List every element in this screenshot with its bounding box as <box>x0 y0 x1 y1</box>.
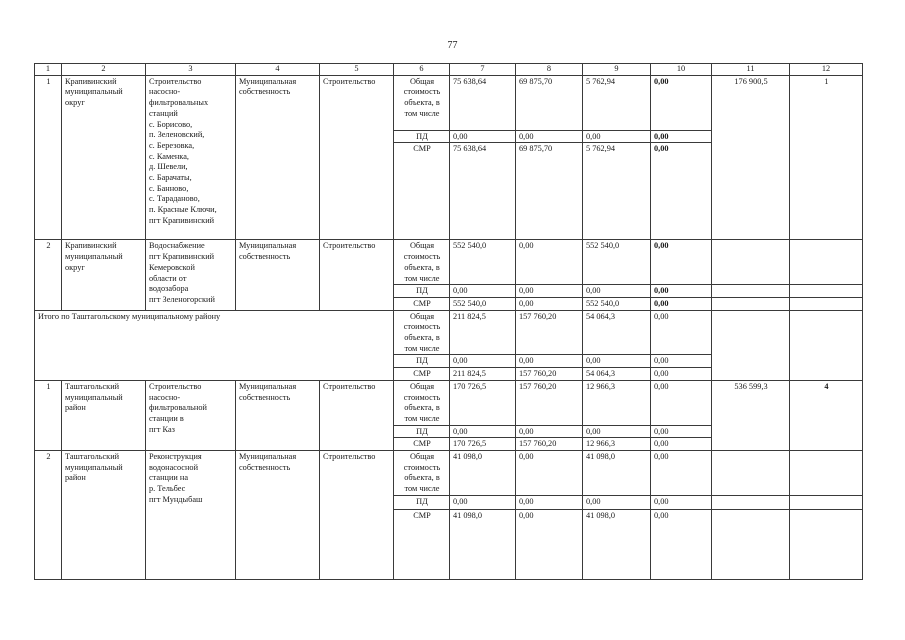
investment-table <box>34 63 863 580</box>
cost-label-cell <box>394 380 450 425</box>
empty-cell <box>712 509 790 579</box>
cost-label: Общая стоимость объекта, в том числе <box>403 311 441 353</box>
value-cell: 0,00 <box>583 130 651 143</box>
value-cell: 0,00 <box>516 425 583 438</box>
object-cell: Водоснабжение пгт Крапивинский Кемеровской области от водозабора пгт Зеленогорский <box>146 240 236 310</box>
value-cell: 0,00 <box>450 495 516 509</box>
value-cell: 12 966,3 <box>583 380 651 425</box>
smr-label: СМР <box>394 368 450 381</box>
value-cell: 0,00 <box>651 310 712 355</box>
value-cell: 0,00 <box>516 495 583 509</box>
value-cell: 0,00 <box>516 130 583 143</box>
empty-cell <box>790 509 863 579</box>
cost-label: Общая стоимость объекта, в том числе <box>403 76 441 118</box>
value-cell: 0,00 <box>651 240 712 285</box>
value-cell: 1 <box>790 75 863 240</box>
value-cell: 0,00 <box>651 451 712 496</box>
value-cell: 4 <box>790 380 863 450</box>
value-cell: 5 762,94 <box>583 75 651 130</box>
column-header: 4 <box>236 64 320 76</box>
value-cell: 0,00 <box>651 368 712 381</box>
cost-label-cell <box>394 75 450 130</box>
column-header: 7 <box>450 64 516 76</box>
value-cell: 552 540,0 <box>583 240 651 285</box>
empty-cell <box>712 495 790 509</box>
smr-label: СМР <box>394 297 450 310</box>
ownership-cell: Муниципальная собственность <box>236 240 320 310</box>
empty-cell <box>790 297 863 310</box>
value-cell: 552 540,0 <box>583 297 651 310</box>
value-cell: 0,00 <box>651 297 712 310</box>
empty-cell <box>712 310 790 380</box>
value-cell: 0,00 <box>583 285 651 298</box>
table-row-total <box>35 240 863 285</box>
value-cell: 0,00 <box>450 425 516 438</box>
pd-label: ПД <box>394 495 450 509</box>
value-cell: 0,00 <box>651 143 712 240</box>
empty-cell <box>790 240 863 285</box>
column-header: 3 <box>146 64 236 76</box>
district-cell: Крапивинский муниципальный округ <box>62 75 146 240</box>
empty-cell <box>712 297 790 310</box>
value-cell: 41 098,0 <box>450 509 516 579</box>
column-header: 5 <box>320 64 394 76</box>
value-cell: 0,00 <box>516 285 583 298</box>
value-cell: 0,00 <box>651 355 712 368</box>
ownership-cell: Муниципальная собственность <box>236 451 320 580</box>
empty-cell <box>712 240 790 285</box>
cost-label: Общая стоимость объекта, в том числе <box>403 452 441 494</box>
value-cell: 0,00 <box>450 130 516 143</box>
column-header: 1 <box>35 64 62 76</box>
district-cell: Крапивинский муниципальный округ <box>62 240 146 310</box>
smr-label: СМР <box>394 509 450 579</box>
value-cell: 41 098,0 <box>583 509 651 579</box>
pd-label: ПД <box>394 355 450 368</box>
value-cell: 0,00 <box>583 495 651 509</box>
value-cell: 157 760,20 <box>516 438 583 451</box>
column-header: 11 <box>712 64 790 76</box>
row-number: 1 <box>35 380 62 450</box>
value-cell: 157 760,20 <box>516 310 583 355</box>
district-cell: Таштагольский муниципальный район <box>62 451 146 580</box>
ownership-cell: Муниципальная собственность <box>236 380 320 450</box>
value-cell: 0,00 <box>450 285 516 298</box>
value-cell: 0,00 <box>516 509 583 579</box>
cost-label: Общая стоимость объекта, в том числе <box>403 241 441 283</box>
cost-label: Общая стоимость объекта, в том числе <box>403 381 441 423</box>
object-cell: Реконструкция водонасосной станции на р. Тельбес пгт Мундыбаш <box>146 451 236 580</box>
value-cell: 54 064,3 <box>583 368 651 381</box>
subtotal-label: Итого по Таштагольскому муниципальному району <box>35 310 394 380</box>
column-number-row <box>35 64 863 76</box>
value-cell: 5 762,94 <box>583 143 651 240</box>
pd-label: ПД <box>394 130 450 143</box>
empty-cell <box>712 451 790 496</box>
value-cell: 0,00 <box>651 285 712 298</box>
empty-cell <box>712 285 790 298</box>
value-cell: 0,00 <box>651 425 712 438</box>
object-cell: Строительство насосно- фильтровальных станций с. Борисово, п. Зеленовский, с. Березовка, с. Каменка, д. Шевели, с. Барачаты, с. Банново, с. Тараданово, п. Красные Ключи, пгт Крапивинский <box>146 75 236 240</box>
ownership-cell: Муниципальная собственность <box>236 75 320 240</box>
value-cell: 0,00 <box>651 130 712 143</box>
work-type-cell: Строительство <box>320 75 394 240</box>
value-cell: 176 900,5 <box>712 75 790 240</box>
value-cell: 170 726,5 <box>450 380 516 425</box>
cost-label-cell <box>394 240 450 285</box>
subtotal-row-total <box>35 310 863 355</box>
value-cell: 170 726,5 <box>450 438 516 451</box>
table-row-total <box>35 451 863 496</box>
cost-label-cell <box>394 451 450 496</box>
row-number: 2 <box>35 451 62 580</box>
value-cell: 69 875,70 <box>516 75 583 130</box>
district-cell: Таштагольский муниципальный район <box>62 380 146 450</box>
value-cell: 552 540,0 <box>450 240 516 285</box>
value-cell: 552 540,0 <box>450 297 516 310</box>
value-cell: 0,00 <box>583 425 651 438</box>
column-header: 6 <box>394 64 450 76</box>
row-number: 1 <box>35 75 62 240</box>
smr-label: СМР <box>394 143 450 240</box>
value-cell: 69 875,70 <box>516 143 583 240</box>
pd-label: ПД <box>394 425 450 438</box>
value-cell: 41 098,0 <box>583 451 651 496</box>
row-number: 2 <box>35 240 62 310</box>
smr-label: СМР <box>394 438 450 451</box>
value-cell: 0,00 <box>516 355 583 368</box>
value-cell: 0,00 <box>450 355 516 368</box>
value-cell: 41 098,0 <box>450 451 516 496</box>
table-row-total <box>35 75 863 130</box>
value-cell: 12 966,3 <box>583 438 651 451</box>
value-cell: 75 638,64 <box>450 143 516 240</box>
empty-cell <box>790 495 863 509</box>
empty-cell <box>790 310 863 380</box>
value-cell: 0,00 <box>651 75 712 130</box>
empty-cell <box>790 451 863 496</box>
value-cell: 0,00 <box>516 297 583 310</box>
column-header: 2 <box>62 64 146 76</box>
value-cell: 536 599,3 <box>712 380 790 450</box>
object-cell: Строительство насосно- фильтровальной станции в пгт Каз <box>146 380 236 450</box>
pd-label: ПД <box>394 285 450 298</box>
value-cell: 0,00 <box>651 438 712 451</box>
value-cell: 211 824,5 <box>450 310 516 355</box>
value-cell: 211 824,5 <box>450 368 516 381</box>
value-cell: 54 064,3 <box>583 310 651 355</box>
value-cell: 0,00 <box>516 451 583 496</box>
column-header: 9 <box>583 64 651 76</box>
value-cell: 0,00 <box>651 509 712 579</box>
value-cell: 75 638,64 <box>450 75 516 130</box>
column-header: 12 <box>790 64 863 76</box>
table-row-total <box>35 380 863 425</box>
value-cell: 0,00 <box>583 355 651 368</box>
value-cell: 0,00 <box>651 380 712 425</box>
work-type-cell: Строительство <box>320 380 394 450</box>
empty-cell <box>790 285 863 298</box>
value-cell: 157 760,20 <box>516 380 583 425</box>
column-header: 10 <box>651 64 712 76</box>
work-type-cell: Строительство <box>320 451 394 580</box>
column-header: 8 <box>516 64 583 76</box>
cost-label-cell <box>394 310 450 355</box>
value-cell: 157 760,20 <box>516 368 583 381</box>
page-number: 77 <box>447 40 458 51</box>
work-type-cell: Строительство <box>320 240 394 310</box>
value-cell: 0,00 <box>651 495 712 509</box>
value-cell: 0,00 <box>516 240 583 285</box>
